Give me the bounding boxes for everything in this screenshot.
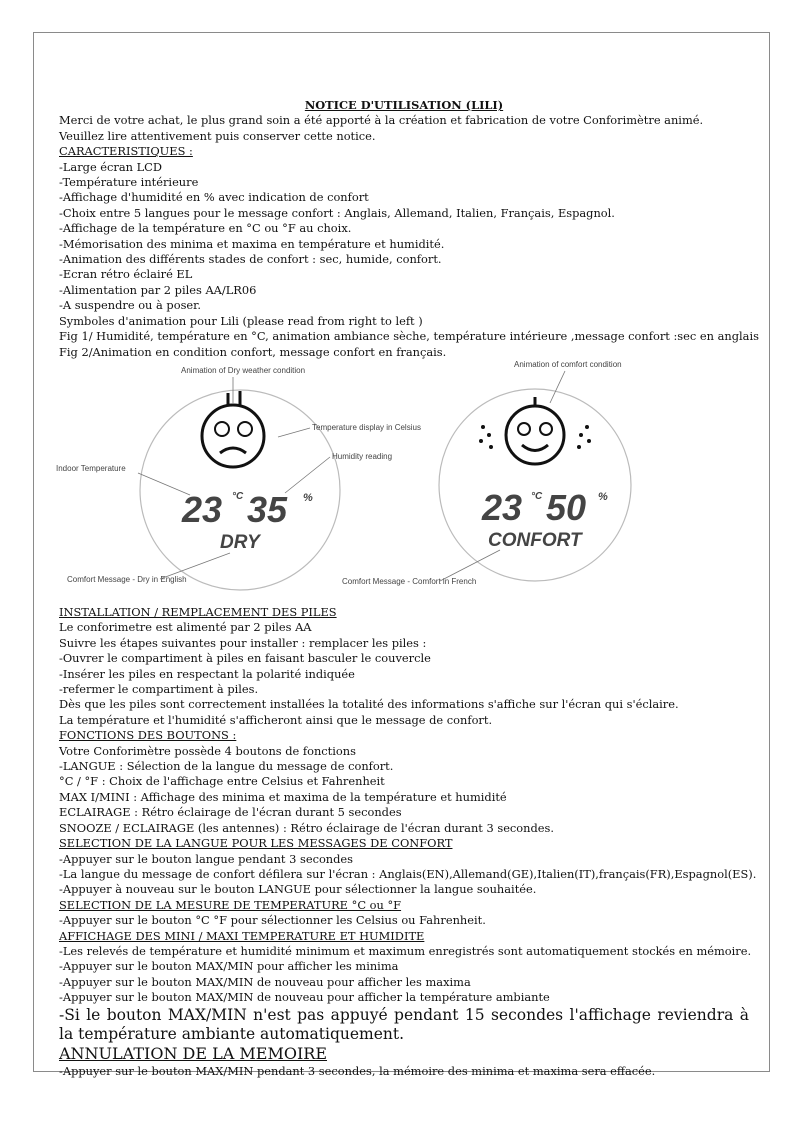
indoor-temp-label: Indoor Temperature <box>56 464 126 473</box>
installation-line: Suivre les étapes suivantes pour installer : remplacer les piles : <box>59 635 427 650</box>
unit-heading: SELECTION DE LA MESURE DE TEMPERATURE °C ou °F <box>59 897 402 912</box>
left-temp-value: 23 <box>182 489 223 530</box>
left-humidity-unit: % <box>303 492 313 504</box>
right-temp-value: 23 <box>482 487 523 528</box>
buttons-line: MAX I/MINI : Affichage des minima et maxima de la température et humidité <box>59 789 507 804</box>
left-anim-label: Animation of Dry weather condition <box>181 366 306 375</box>
installation-line: -Ouvrer le compartiment à piles en faisant basculer le couvercle <box>59 651 431 666</box>
minmax-note: -Si le bouton MAX/MIN n'est pas appuyé pendant 15 secondes l'affichage reviendra à la température ambiante automatiquement. <box>59 1005 749 1043</box>
language-line: -Appuyer à nouveau sur le bouton LANGUE pour sélectionner la langue souhaitée. <box>59 882 537 897</box>
buttons-line: ECLAIRAGE : Rétro éclairage de l'écran durant 5 secondes <box>59 805 402 820</box>
installation-line: Dès que les piles sont correctement installées la totalité des informations s'affiche sur l'écran qui s'éclaire. <box>59 697 679 712</box>
feature-item: -Température intérieure <box>59 175 199 190</box>
feature-item: -Ecran rétro éclairé EL <box>59 267 193 282</box>
minmax-line: -Appuyer sur le bouton MAX/MIN pour afficher les minima <box>59 959 399 974</box>
memory-heading: ANNULATION DE LA MEMOIRE <box>59 1043 328 1063</box>
left-humidity-value: 35 <box>247 489 288 530</box>
buttons-line: °C / °F : Choix de l'affichage entre Celsius et Fahrenheit <box>59 774 385 789</box>
document-title: NOTICE D'UTILISATION (LILI) <box>304 98 504 112</box>
installation-line: Le conforimetre est alimenté par 2 piles AA <box>59 620 312 635</box>
features-heading: CARACTERISTIQUES : <box>59 144 193 159</box>
feature-item: -Affichage d'humidité en % avec indication de confort <box>59 190 369 205</box>
minmax-line: -Appuyer sur le bouton MAX/MIN de nouveau pour afficher la température ambiante <box>59 990 550 1005</box>
right-temp-unit: °C <box>531 491 543 502</box>
bottom-text-block <box>59 605 757 1079</box>
language-heading: SELECTION DE LA LANGUE POUR LES MESSAGES DE CONFORT <box>59 836 453 851</box>
installation-heading: INSTALLATION / REMPLACEMENT DES PILES <box>59 605 337 619</box>
feature-item: -Alimentation par 2 piles AA/LR06 <box>59 282 257 297</box>
left-temp-unit: °C <box>232 491 244 502</box>
buttons-line: SNOOZE / ECLAIRAGE (les antennes) : Rétro éclairage de l'écran durant 3 secondes. <box>59 820 555 835</box>
installation-line: -refermer le compartiment à piles. <box>59 682 259 697</box>
right-display <box>342 360 631 586</box>
buttons-line: Votre Conforimètre possède 4 boutons de fonctions <box>59 743 356 758</box>
buttons-line: -LANGUE : Sélection de la langue du message de confort. <box>59 759 394 774</box>
humidity-label: Humidity reading <box>332 452 393 461</box>
minmax-heading: AFFICHAGE DES MINI / MAXI TEMPERATURE ET HUMIDITE <box>59 928 425 943</box>
unit-line: -Appuyer sur le bouton °C °F pour sélectionner les Celsius ou Fahrenheit. <box>59 913 486 928</box>
intro-line: Veuillez lire attentivement puis conserver cette notice. <box>59 128 376 143</box>
comfort-face-icon <box>506 397 564 464</box>
fig2-caption: Fig 2/Animation en condition confort, message confort en français. <box>59 344 447 359</box>
feature-item: -Choix entre 5 langues pour le message confort : Anglais, Allemand, Italien, Français, Espagnol. <box>59 205 615 220</box>
fig1-caption: Fig 1/ Humidité, température en °C, animation ambiance sèche, température intérieure ,message confort :sec en anglais <box>59 329 759 344</box>
left-message-label: Comfort Message - Dry in English <box>67 575 187 584</box>
feature-item: -Mémorisation des minima et maxima en température et humidité. <box>59 236 445 251</box>
right-humidity-unit: % <box>598 491 608 503</box>
right-message-label: Comfort Message - Comfort in French <box>342 577 477 586</box>
feature-item: -A suspendre ou à poser. <box>59 298 201 313</box>
left-message: DRY <box>220 532 260 553</box>
right-message: CONFORT <box>488 530 582 551</box>
feature-item: -Affichage de la température en °C ou °F au choix. <box>59 221 352 236</box>
feature-item: -Animation des différents stades de confort : sec, humide, confort. <box>59 252 442 267</box>
right-anim-label: Animation of comfort condition <box>514 360 622 369</box>
top-text-block <box>59 98 759 360</box>
symbols-line: Symboles d'animation pour Lili (please read from right to left ) <box>59 313 423 328</box>
language-line: -Appuyer sur le bouton langue pendant 3 secondes <box>59 851 354 866</box>
language-line: -La langue du message de confort défilera sur l'écran : Anglais(EN),Allemand(GE),Italien(IT),français(FR),Espagnol(ES). <box>59 866 757 881</box>
installation-line: -Insérer les piles en respectant la polarité indiquée <box>59 666 355 681</box>
memory-line: -Appuyer sur le bouton MAX/MIN pendant 3 secondes, la mémoire des minima et maxima sera effacée. <box>59 1063 656 1078</box>
left-display <box>56 366 421 590</box>
intro-line: Merci de votre achat, le plus grand soin a été apporté à la création et fabrication de votre Conforimètre animé. <box>59 113 704 128</box>
minmax-line: -Les relevés de température et humidité minimum et maximum enregistrés sont automatiquement stockés en mémoire. <box>59 943 752 958</box>
temp-display-label: Temperature display in Celsius <box>312 423 421 432</box>
minmax-line: -Appuyer sur le bouton MAX/MIN de nouveau pour afficher les maxima <box>59 974 471 989</box>
lcd-figure <box>40 355 760 600</box>
buttons-heading: FONCTIONS DES BOUTONS : <box>59 728 237 743</box>
right-humidity-value: 50 <box>546 487 587 528</box>
installation-line: La température et l'humidité s'afficheront ainsi que le message de confort. <box>59 712 493 727</box>
feature-item: -Large écran LCD <box>59 159 163 174</box>
comfort-dots-icon <box>479 425 591 449</box>
